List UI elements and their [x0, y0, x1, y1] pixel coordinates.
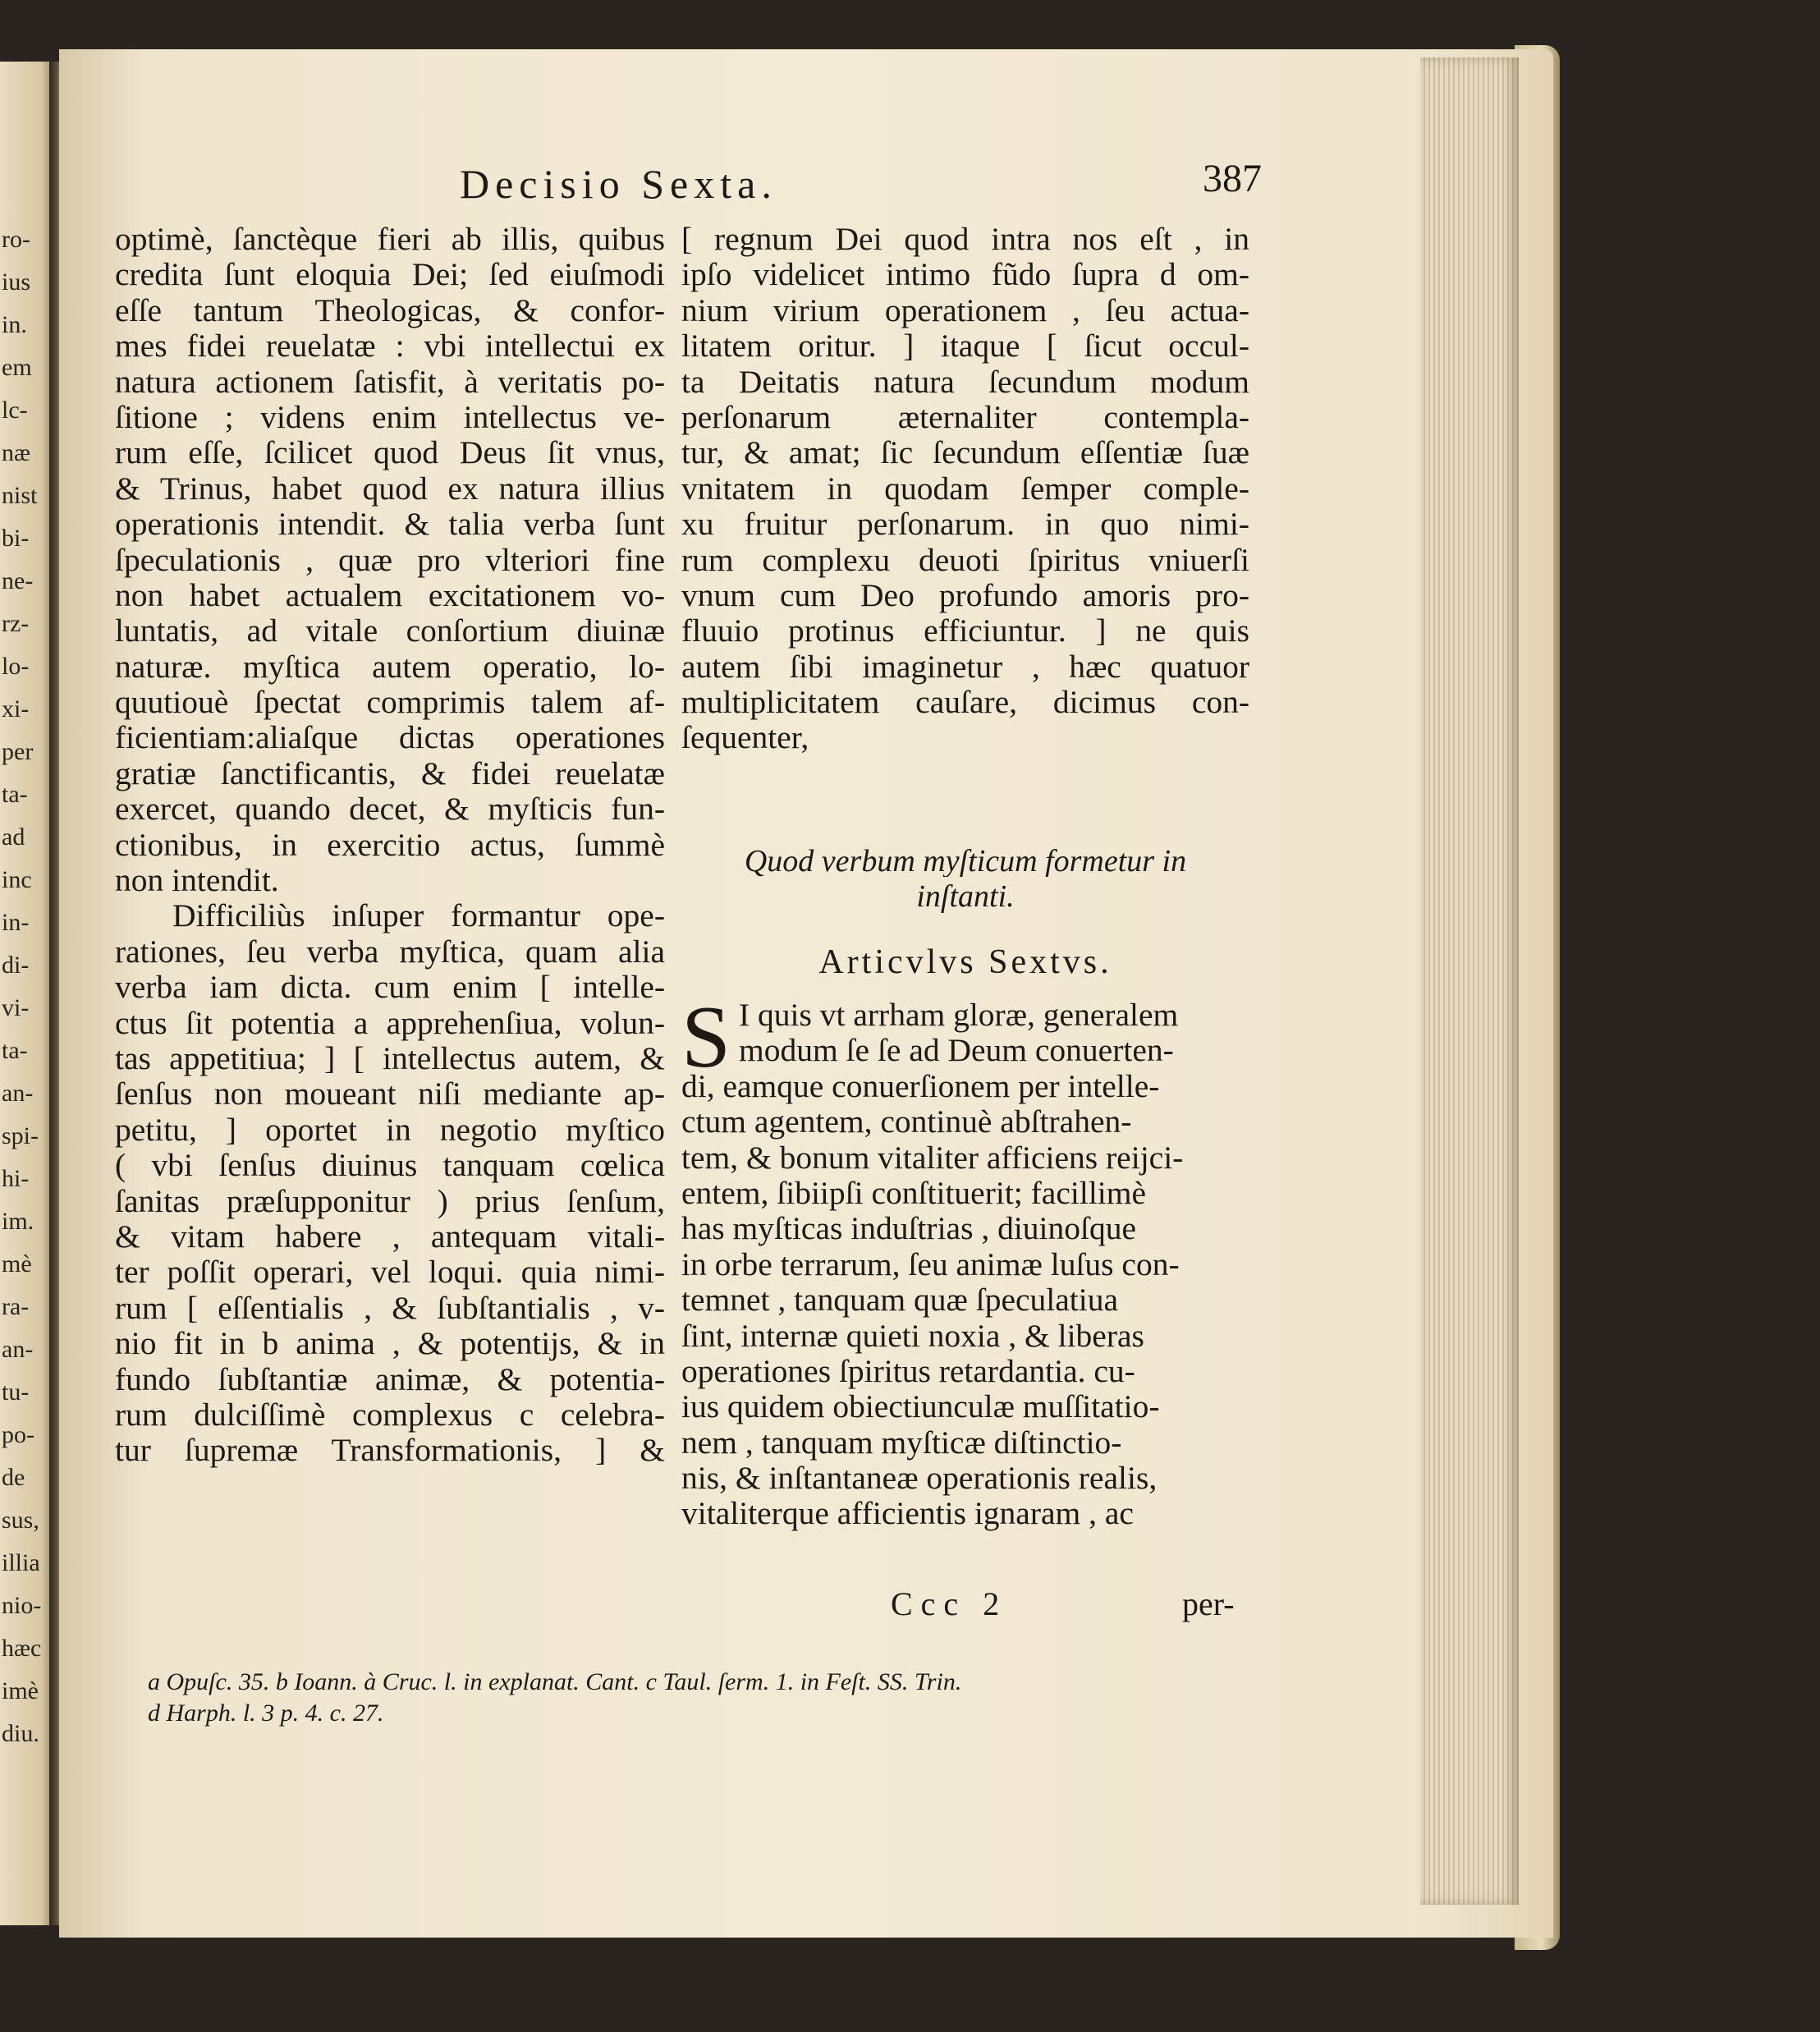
text-line: temnet , tanquam quæ ſpeculatiua	[681, 1282, 1118, 1319]
text-line: tem, & bonum vitaliter afficiens reijci-	[681, 1140, 1184, 1176]
left-page-fragment: nist	[2, 482, 38, 509]
left-page-fragment: næ	[2, 439, 31, 466]
left-page-fragment: an-	[2, 1080, 34, 1107]
text-line: ctus ſit potentia a apprehenſiua, volun-	[115, 1005, 665, 1041]
text-line: ta Deitatis natura ſecundum modum	[681, 364, 1249, 400]
section-title	[681, 842, 1249, 913]
left-page-fragment: ro-	[2, 226, 30, 253]
section-title-line: inſtanti.	[916, 879, 1015, 913]
footnotes	[148, 1667, 1256, 1729]
text-line: [ regnum Dei quod intra nos eſt , in	[681, 222, 1249, 257]
text-line: ius quidem obiectiunculæ muſſitatio-	[681, 1389, 1160, 1425]
right-text-column-bottom	[681, 988, 1249, 1532]
text-line: exercet, quando decet, & myſticis fun-	[115, 791, 665, 828]
text-line: vnum cum Deo profundo amoris pro-	[681, 577, 1249, 613]
text-line: vitaliterque afficientis ignaram , ac	[681, 1496, 1134, 1532]
left-page-fragment: ius	[2, 268, 31, 296]
text-line: operationis intendit. & talia verba ſunt	[115, 507, 665, 543]
text-line: tur, & amat; ſic ſecundum eſſentiæ ſuæ	[681, 435, 1249, 471]
left-page-fragment: an-	[2, 1336, 34, 1363]
signature-mark: Ccc 2	[891, 1585, 1008, 1622]
left-page-fragment: di-	[2, 952, 30, 979]
left-page-fragment: im.	[2, 1208, 34, 1235]
text-line: luntatis, ad vitale conſortium diuinæ	[115, 613, 665, 649]
left-page-fragment: spi-	[2, 1122, 39, 1149]
text-line: ſitione ; videns enim intellectus ve-	[115, 399, 665, 435]
left-page-fragment: nio-	[2, 1592, 42, 1619]
text-line: ipſo videlicet intimo fũdo ſupra d om-	[681, 257, 1249, 293]
text-line: I quis vt arrham gloræ, generalem	[739, 998, 1179, 1033]
right-text-column-top	[681, 222, 1249, 756]
left-page-fragment: po-	[2, 1421, 34, 1448]
left-page-fragment: ta-	[2, 1037, 28, 1064]
text-line: litatem oritur. ] itaque [ ſicut occul-	[681, 328, 1249, 365]
article-title: Articvlvs Sextvs.	[818, 943, 1112, 981]
text-line: perſonarum æternaliter contempla-	[681, 399, 1249, 435]
text-line: Difficiliùs inſuper formantur ope-	[172, 898, 665, 934]
text-line: ctionibus, in exercitio actus, ſummè	[115, 827, 665, 863]
left-page-fragment: ra-	[2, 1293, 30, 1320]
footnote-line: a Opuſc. 35. b Ioann. à Cruc. l. in explanat. Cant. c Taul. ſerm. 1. in Feſt. SS. Trin.	[148, 1668, 962, 1695]
text-line: ctum agentem, continuè abſtrahen-	[681, 1104, 1132, 1140]
text-line: rum [ eſſentialis , & ſubſtantialis , v-	[115, 1290, 665, 1326]
left-page-fragment: bi-	[2, 525, 30, 552]
section-title-line: Quod verbum myſticum formetur in	[744, 844, 1187, 878]
left-page-fragment: ta-	[2, 781, 28, 808]
text-line: ( vbi ſenſus diuinus tanquam cœlica	[115, 1148, 665, 1184]
text-line: nis, & inſtantaneæ operationis realis,	[681, 1461, 1158, 1497]
text-line: vnitatem in quodam ſemper comple-	[681, 470, 1249, 507]
text-line: rum dulciſſimè complexus c celebra-	[115, 1397, 665, 1433]
text-line: ter poſſit operari, vel loqui. quia nimi-	[115, 1255, 665, 1291]
text-line: & Trinus, habet quod ex natura illius	[115, 470, 665, 507]
text-line: optimè, ſanctèque fieri ab illis, quibus	[115, 222, 665, 257]
left-page-fragment: in.	[2, 311, 27, 338]
left-page-fragment: lo-	[2, 653, 30, 680]
text-line: has myſticas induſtrias , diuinoſque	[681, 1211, 1137, 1247]
left-page-fragment: ne-	[2, 567, 34, 594]
left-page-fragment: mè	[2, 1250, 32, 1277]
text-line: modum ſe ſe ad Deum conuerten-	[739, 1033, 1174, 1069]
dropcap-letter: S	[681, 988, 731, 1086]
text-line: ſpeculationis , quæ pro vlteriori fine	[115, 542, 665, 578]
left-page-fragment: tu-	[2, 1378, 30, 1406]
left-page-fragment: lc-	[2, 397, 28, 424]
text-line: fundo ſubſtantiæ animæ, & potentia-	[115, 1361, 665, 1397]
text-line: fluuio protinus efficiuntur. ] ne quis	[681, 613, 1249, 649]
text-line: rum complexu deuoti ſpiritus vniuerſi	[681, 542, 1249, 578]
left-page-fragment: illia	[2, 1549, 40, 1576]
text-line: ficientiam:aliaſque dictas operationes	[115, 720, 665, 756]
text-line: tur ſupremæ Transformationis, ] &	[115, 1433, 665, 1469]
text-line: credita ſunt eloquia Dei; ſed eiuſmodi	[115, 257, 665, 293]
left-page-fragment: de	[2, 1464, 25, 1491]
left-page-fragment: imè	[2, 1677, 39, 1704]
text-line: ſenſus non moueant niſi mediante ap-	[115, 1076, 665, 1112]
left-page-fragment: sus,	[2, 1507, 39, 1534]
left-page-fragment: per	[2, 738, 34, 765]
footnote-line: d Harph. l. 3 p. 4. c. 27.	[148, 1699, 384, 1727]
left-page-fragment: vi-	[2, 994, 30, 1021]
catchword: per-	[1182, 1585, 1235, 1622]
text-line: mes fidei reuelatæ : vbi intellectui ex	[115, 328, 665, 365]
text-line: ſanitas præſupponitur ) prius ſenſum,	[115, 1183, 665, 1219]
left-text-column	[115, 222, 665, 1469]
text-line: ſequenter,	[681, 720, 809, 756]
running-head: Decisio Sexta.	[460, 161, 777, 207]
text-line: tas appetitiua; ] [ intellectus autem, &	[115, 1040, 665, 1076]
text-line: gratiæ ſanctificantis, & fidei reuelatæ	[115, 755, 665, 791]
text-line: naturæ. myſtica autem operatio, lo-	[115, 649, 665, 685]
text-line: non habet actualem excitationem vo-	[115, 577, 665, 613]
text-line: multiplicitatem cauſare, dicimus con-	[681, 685, 1249, 721]
text-line: nio fit in b anima , & potentijs, & in	[115, 1326, 665, 1362]
text-line: quutiouè ſpectat comprimis talem af-	[115, 685, 665, 721]
left-page-fragment: inc	[2, 866, 32, 893]
page-stack-edge	[1420, 57, 1519, 1905]
left-page-fragment: xi-	[2, 695, 30, 722]
left-page-fragment: em	[2, 354, 32, 381]
text-line: nium virium operationem , ſeu actua-	[681, 292, 1249, 328]
left-page-fragment: rz-	[2, 610, 30, 637]
text-line: natura actionem ſatisfit, à veritatis po-	[115, 364, 665, 400]
text-line: ſint, internæ quieti noxia , & liberas	[681, 1318, 1144, 1354]
text-line: rum eſſe, ſcilicet quod Deus ſit vnus,	[115, 435, 665, 471]
left-page-fragment: hæc	[2, 1635, 42, 1662]
left-page-fragment: in-	[2, 909, 30, 936]
text-line: rationes, ſeu verba myſtica, quam alia	[115, 933, 665, 970]
left-page-fragment: ad	[2, 823, 25, 851]
text-line: di, eamque conuerſionem per intelle-	[681, 1068, 1160, 1104]
text-line: in orbe terrarum, ſeu animæ luſus con-	[681, 1246, 1180, 1282]
text-line: eſſe tantum Theologicas, & confor-	[115, 292, 665, 328]
text-line: nem , tanquam myſticæ diſtinctio-	[681, 1424, 1122, 1461]
text-line: verba iam dicta. cum enim [ intelle-	[115, 970, 665, 1006]
left-page-fragment: hi-	[2, 1165, 30, 1192]
text-line: xu fruitur perſonarum. in quo nimi-	[681, 507, 1249, 543]
text-line: non intendit.	[115, 863, 279, 899]
text-line: petitu, ] oportet in negotio myſtico	[115, 1112, 665, 1148]
left-page-fragment: diu.	[2, 1720, 39, 1747]
text-line: entem, ſibiipſi conſtituerit; facillimè	[681, 1175, 1147, 1211]
text-line: operationes ſpiritus retardantia. cu-	[681, 1353, 1135, 1389]
text-line: & vitam habere , antequam vitali-	[115, 1218, 665, 1255]
text-line: autem ſibi imaginetur , hæc quatuor	[681, 649, 1249, 685]
page-number: 387	[1203, 157, 1262, 200]
